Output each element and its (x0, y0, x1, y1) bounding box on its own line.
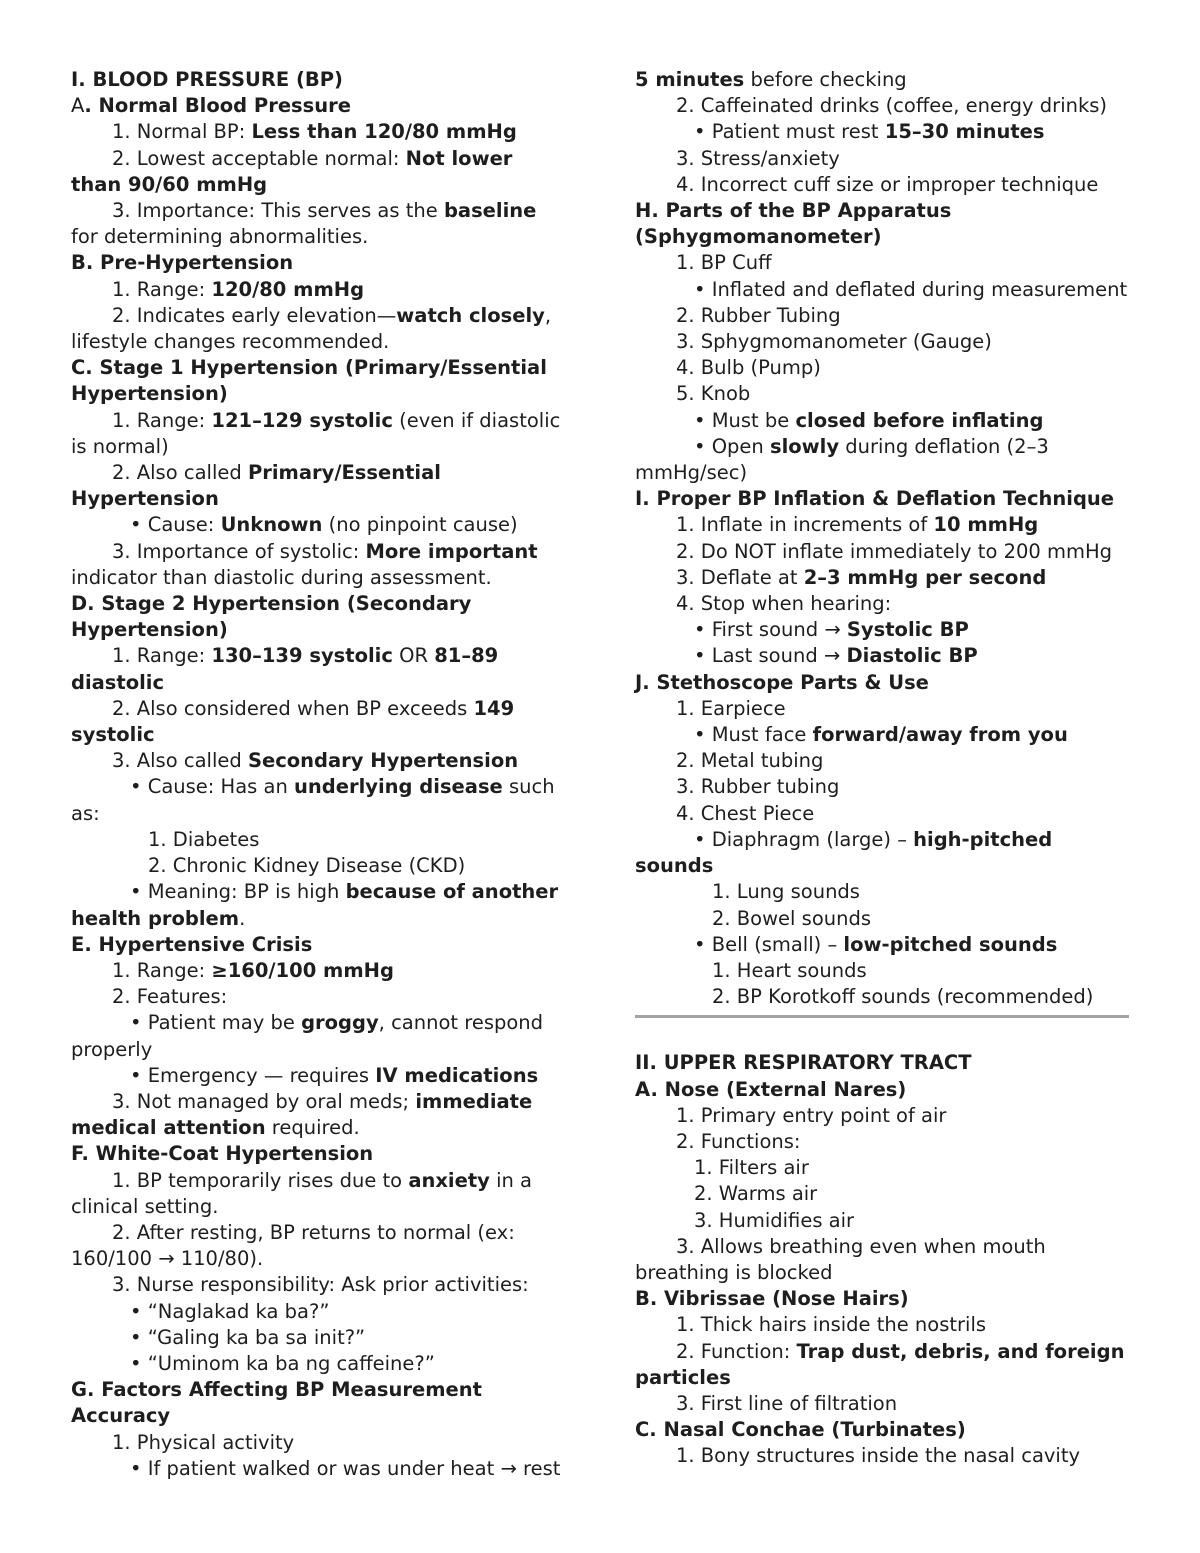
text-line: 2. Also called Primary/Essential (112, 461, 441, 485)
text-line: • Diaphragm (large) – high-pitched (694, 827, 1053, 851)
bp-apparatus-section (635, 67, 1135, 1010)
text-line: 1. Range: ≥160/100 mmHg (112, 958, 394, 982)
text-line: 1. Filters air (694, 1156, 809, 1180)
text-line: 4. Stop when hearing: (676, 592, 892, 616)
text-line: systolic (71, 723, 155, 747)
text-line: 2. Rubber Tubing (676, 303, 841, 327)
text-line: breathing is blocked (635, 1260, 833, 1284)
upper-respiratory-section (635, 1050, 1135, 1469)
text-line: sounds (635, 854, 714, 878)
text-line: • Bell (small) – low-pitched sounds (694, 932, 1058, 956)
text-line: • Cause: Unknown (no pinpoint cause) (130, 513, 518, 537)
text-line: 2. Do NOT inflate immediately to 200 mmHg (676, 539, 1113, 563)
section-spacer (635, 1018, 1135, 1050)
left-column (71, 67, 571, 1482)
text-line: Hypertension) (71, 618, 228, 642)
text-line: 5. Knob (676, 382, 751, 406)
text-line: 3. Stress/anxiety (676, 146, 840, 170)
text-line: 4. Bulb (Pump) (676, 356, 821, 380)
text-line: • “Naglakad ka ba?” (130, 1299, 330, 1323)
text-line: • Open slowly during deflation (2–3 (694, 434, 1049, 458)
text-line: H. Parts of the BP Apparatus (635, 199, 952, 223)
text-line: is normal) (71, 434, 169, 458)
text-line: health problem. (71, 906, 246, 930)
text-line: 1. Normal BP: Less than 120/80 mmHg (112, 120, 517, 144)
text-line: 1. Bony structures inside the nasal cavity (676, 1444, 1081, 1468)
text-line: 3. Allows breathing even when mouth (676, 1234, 1046, 1258)
text-line: • “Galing ka ba sa init?” (130, 1325, 366, 1349)
text-line: 1. Inflate in increments of 10 mmHg (676, 513, 1039, 537)
text-line: 2. Caffeinated drinks (coffee, energy drinks) (676, 94, 1108, 118)
text-line: 5 minutes before checking (635, 68, 907, 91)
text-line: • Emergency — requires IV medications (130, 1063, 539, 1087)
text-line: 1. BP Cuff (676, 251, 772, 275)
text-line: I. Proper BP Inflation & Deflation Technique (635, 487, 1115, 511)
text-line: 2. Metal tubing (676, 749, 824, 773)
text-line: 3. Not managed by oral meds; immediate (112, 1089, 533, 1113)
text-line: 1. Thick hairs inside the nostrils (676, 1313, 987, 1337)
text-line: 1. Lung sounds (712, 880, 860, 904)
text-line: indicator than diastolic during assessment. (71, 565, 492, 589)
text-line: properly (71, 1037, 153, 1061)
text-line: 2. Chronic Kidney Disease (CKD) (148, 854, 466, 878)
text-line: than 90/60 mmHg (71, 172, 268, 196)
text-line: F. White-Coat Hypertension (71, 1142, 374, 1166)
text-line: B. Vibrissae (Nose Hairs) (635, 1287, 909, 1311)
text-line: • Meaning: BP is high because of another (130, 880, 559, 904)
text-line: • Cause: Has an underlying disease such (130, 775, 555, 799)
text-line: C. Nasal Conchae (Turbinates) (635, 1418, 966, 1442)
text-line: 3. Nurse responsibility: Ask prior activities: (112, 1273, 529, 1297)
text-line: A. Nose (External Nares) (635, 1077, 907, 1101)
text-line: 4. Chest Piece (676, 801, 815, 825)
text-line: 2. Function: Trap dust, debris, and foreign (676, 1339, 1125, 1363)
text-line: particles (635, 1365, 731, 1389)
text-line: • “Uminom ka ba ng caffeine?” (130, 1351, 435, 1375)
text-line: 1. Primary entry point of air (676, 1103, 947, 1127)
text-line: I. BLOOD PRESSURE (BP) (71, 68, 343, 91)
text-line: 4. Incorrect cuff size or improper technique (676, 172, 1099, 196)
text-line: 1. Heart sounds (712, 958, 867, 982)
text-line: 2. After resting, BP returns to normal (ex: (112, 1220, 515, 1244)
text-line: • Patient may be groggy, cannot respond (130, 1011, 544, 1035)
text-line: 1. Range: 121–129 systolic (even if diastolic (112, 408, 561, 432)
text-line: (Sphygmomanometer) (635, 225, 882, 249)
text-line: 2. BP Korotkoff sounds (recommended) (712, 985, 1094, 1009)
text-line: 1. Range: 130–139 systolic OR 81–89 (112, 644, 499, 668)
text-line: 2. Functions: (676, 1129, 801, 1153)
text-line: medical attention required. (71, 1116, 360, 1140)
text-line: 3. First line of filtration (676, 1391, 898, 1415)
text-line: 2. Also considered when BP exceeds 149 (112, 696, 515, 720)
text-line: D. Stage 2 Hypertension (Secondary (71, 592, 472, 616)
text-line: 1. Earpiece (676, 696, 786, 720)
text-line: • If patient walked or was under heat → rest (130, 1456, 561, 1480)
text-line: • Must be closed before inflating (694, 408, 1044, 432)
text-line: • First sound → Systolic BP (694, 618, 969, 642)
text-line: 1. BP temporarily rises due to anxiety in a (112, 1168, 532, 1192)
text-line: diastolic (71, 670, 165, 694)
text-line: Hypertension) (71, 382, 228, 406)
text-line: lifestyle changes recommended. (71, 330, 390, 354)
text-line: C. Stage 1 Hypertension (Primary/Essential (71, 356, 547, 380)
text-line: J. Stethoscope Parts & Use (635, 670, 929, 694)
text-line: 2. Warms air (694, 1182, 818, 1206)
text-line: 2. Bowel sounds (712, 906, 872, 930)
text-line: 1. Range: 120/80 mmHg (112, 277, 365, 301)
text-line: 3. Sphygmomanometer (Gauge) (676, 330, 992, 354)
text-line: 3. Rubber tubing (676, 775, 840, 799)
text-line: clinical setting. (71, 1194, 219, 1218)
text-line: A. Normal Blood Pressure (71, 94, 351, 118)
text-line: Accuracy (71, 1404, 171, 1428)
text-line: B. Pre-Hypertension (71, 251, 294, 275)
text-line: • Inflated and deflated during measurement (694, 277, 1128, 301)
text-line: 2. Features: (112, 985, 228, 1009)
text-line: Hypertension (71, 487, 219, 511)
text-line: E. Hypertensive Crisis (71, 932, 313, 956)
text-line: 1. Diabetes (148, 827, 260, 851)
text-line: 1. Physical activity (112, 1430, 295, 1454)
text-line: 160/100 → 110/80). (71, 1247, 264, 1271)
text-line: 3. Also called Secondary Hypertension (112, 749, 519, 773)
text-line: II. UPPER RESPIRATORY TRACT (635, 1051, 972, 1075)
text-line: 2. Indicates early elevation—watch closely, (112, 303, 552, 327)
text-line: • Last sound → Diastolic BP (694, 644, 978, 668)
text-line: 3. Importance: This serves as the baseline (112, 199, 537, 223)
text-line: as: (71, 801, 100, 825)
text-line: mmHg/sec) (635, 461, 748, 485)
text-line: G. Factors Affecting BP Measurement (71, 1378, 482, 1402)
right-column (635, 67, 1135, 1470)
text-line: • Must face forward/away from you (694, 723, 1068, 747)
text-line: 3. Humidifies air (694, 1208, 855, 1232)
text-line: • Patient must rest 15–30 minutes (694, 120, 1045, 144)
text-line: 3. Importance of systolic: More important (112, 539, 538, 563)
text-line: for determining abnormalities. (71, 225, 369, 249)
text-line: 3. Deflate at 2–3 mmHg per second (676, 565, 1047, 589)
text-line: 2. Lowest acceptable normal: Not lower (112, 146, 513, 170)
